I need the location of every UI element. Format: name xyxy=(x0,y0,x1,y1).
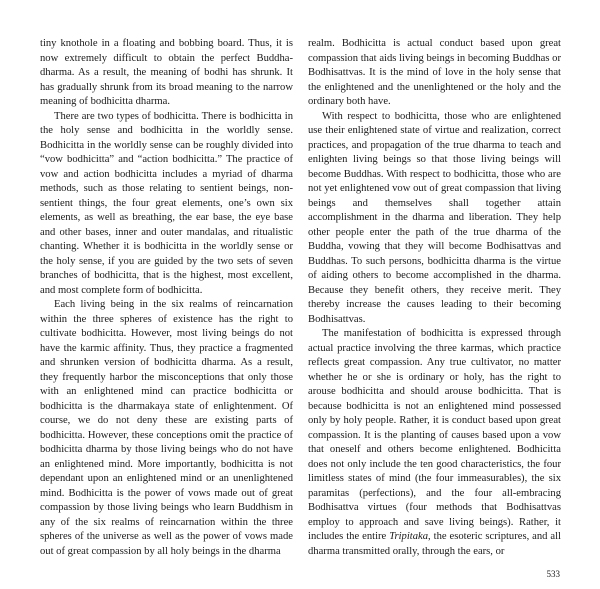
right-column xyxy=(308,37,561,559)
paragraph-text: The manifestation of bodhicitta is expressed through actual practice involving the three karmas, which practice reflects great compassion. Any true cultivator, no matter whether he or she is ordinary or holy, has the right to arouse bodhicitta and should arouse bodhicitta. That is because bodhicitta is not an enlightened mind possessed only by holy people. Rather, it is conduct based upon great compassion. It is the planting of causes based upon a vow that oneself and others become enlightened. Bodhicitta does not only include the ten good characteristics, the four limitless states of mind (the four immeasurables), the six paramitas (perfections), and the four all-embracing Bodhisattva virtues (four methods that Bodhisattvas employ to approach and save living beings). Rather, it includes the entire xyxy=(308,328,561,542)
paragraph xyxy=(308,327,561,559)
paragraph: tiny knothole in a floating and bobbing board. Thus, it is now extremely difficult to obtain the perfect Buddha-dharma. As a result, the meaning of bodhi has shrunk. It has gradually shrunk from its broad meaning to the narrow meaning of bodhicitta dharma. xyxy=(40,38,293,107)
italic-term: Tripitaka xyxy=(389,531,429,542)
paragraph-text: , the esoteric scriptures, and all dharma transmitted orally, through the ears, or xyxy=(308,531,561,557)
paragraph: realm. Bodhicitta is actual conduct based upon great compassion that aids living beings in becoming Buddhas or Bodhisattvas. It is the mind of love in the holy sense that the enlightened and the unenlightened or the holy and the ordinary both have. xyxy=(308,38,561,107)
left-column xyxy=(40,37,293,559)
paragraph: There are two types of bodhicitta. There is bodhicitta in the holy sense and bodhicitta in the worldly sense. Bodhicitta in the worldly sense can be roughly divided into “vow bodhicitta” and “action bodhicitta.” The practice of vow and action bodhicitta includes a myriad of dharma methods, such as those relating to sentient beings, non-sentient things, the four great elements, one’s own six elements, as well as breathing, the ear base, the eye base and other bases, inner and outer mandalas, and ritualistic chanting. Whether it is bodhicitta in the worldly sense or the holy sense, if you are guided by the two sets of seven branches of bodhicitta, that is the highest, most excellent, and most complete form of bodhicitta. xyxy=(40,110,293,296)
paragraph: Each living being in the six realms of reincarnation within the three spheres of existence has the right to cultivate bodhicitta. However, most living beings do not have the karmic affinity. Thus, they practice a fragmented and shrunken version of bodhicitta dharma. As a result, they frequently harbor the misconceptions that only those with an enlightened mind can practice bodhicitta or bodhicitta is the dharmakaya state of enlightenment. Of course, we do not deny these are existing parts of bodhicitta. However, these conceptions omit the practice of bodhicitta dharma by those living beings who do not have an enlightened mind. More importantly, bodhicitta is not dependant upon an enlightened mind or an unenlightened mind. Bodhicitta is the power of vows made out of great compassion by those living beings who learn Buddhism in any of the six realms of reincarnation within the three spheres of the universe as well as the power of vows made out of great compassion by all holy beings in the dharma xyxy=(40,299,293,557)
paragraph: With respect to bodhicitta, those who are enlightened use their enlightened state of virtue and realization, correct practices, and propagation of the true dharma to teach and enlighten living beings so that those living beings will become Buddhas. With respect to bodhicitta, those who are not yet enlightened vow out of great compassion that living beings and themselves shall together attain accomplishment in the dharma and liberation. They help other people enter the path of the true dharma of the Buddha, vowing that they will become Bodhisattvas and Buddhas. To such persons, bodhicitta dharma is the virtue of aiding others to become accomplished in the dharma. Because they benefit others, they receive merit. They thereby increase the causes leading to their becoming Bodhisattvas. xyxy=(308,110,561,325)
page-number: 533 xyxy=(546,569,560,579)
